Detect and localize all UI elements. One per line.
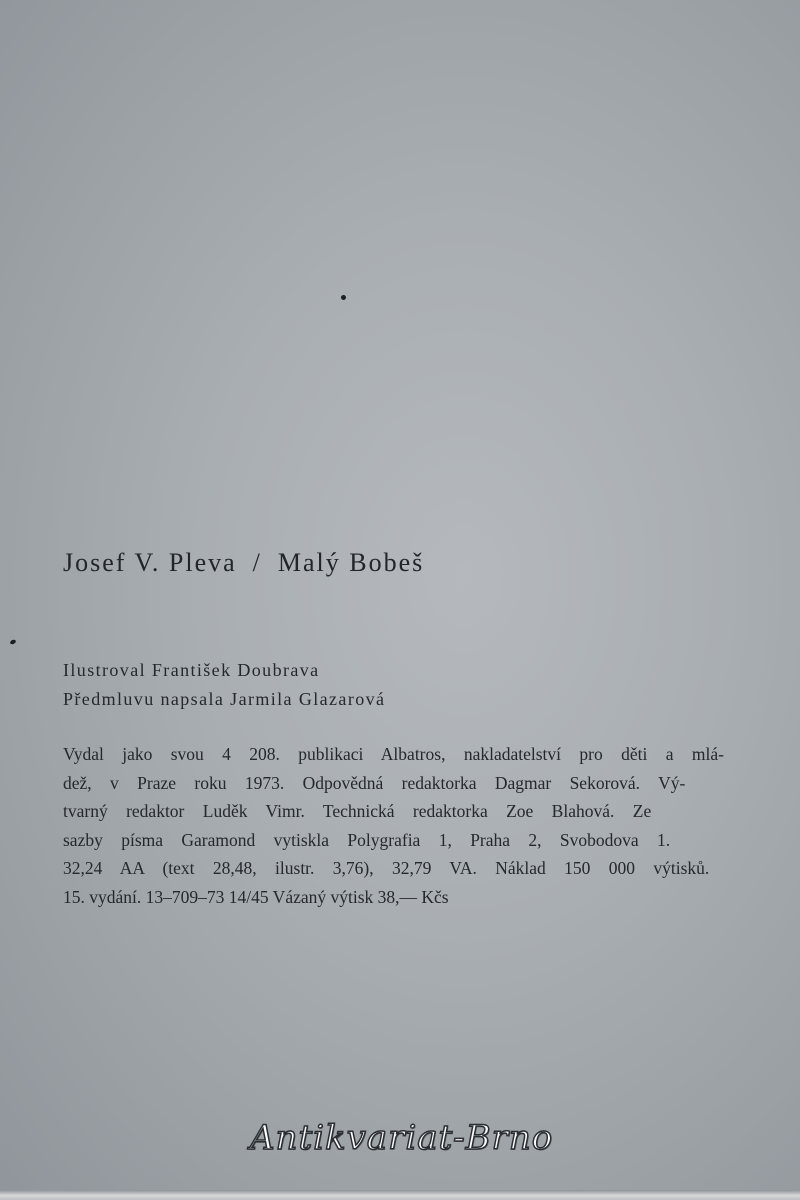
colophon-line <box>63 883 773 912</box>
colophon-line-text: dež, v Praze roku 1973. Odpovědná redaktorka Dagmar Sekorová. Vý- <box>63 772 686 793</box>
colophon-line-text: 15. vydání. 13–709–73 14/45 Vázaný výtisk 38,— Kčs <box>63 886 449 907</box>
ink-speck <box>341 295 346 300</box>
colophon-line <box>63 740 773 769</box>
credits-block <box>63 656 385 714</box>
book-title: Malý Bobeš <box>277 548 425 577</box>
ink-speck <box>9 639 16 645</box>
title-line <box>63 548 424 578</box>
colophon-line <box>63 826 773 855</box>
colophon-line <box>63 854 773 883</box>
colophon <box>63 740 773 911</box>
colophon-line <box>63 769 773 798</box>
colophon-line <box>63 797 773 826</box>
illustrator-credit: Ilustroval František Doubrava <box>63 660 320 680</box>
title-separator: / <box>252 548 262 577</box>
colophon-line-text: 32,24 AA (text 28,48, ilustr. 3,76), 32,79 VA. Náklad 150 000 výtisků. <box>63 858 710 878</box>
page-edge <box>0 1190 800 1200</box>
colophon-line-text: sazby písma Garamond vytiskla Polygrafia 1, Praha 2, Svobodova 1. <box>63 829 671 850</box>
colophon-line-text: tvarný redaktor Luděk Vimr. Technická redaktorka Zoe Blahová. Ze <box>63 801 652 821</box>
antikvariat-watermark: Antikvariat-Brno <box>250 1118 554 1158</box>
foreword-credit: Předmluvu napsala Jarmila Glazarová <box>63 689 386 709</box>
author-name: Josef V. Pleva <box>63 548 237 577</box>
colophon-line-text: Vydal jako svou 4 208. publikaci Albatros, nakladatelství pro děti a mlá- <box>63 744 724 764</box>
